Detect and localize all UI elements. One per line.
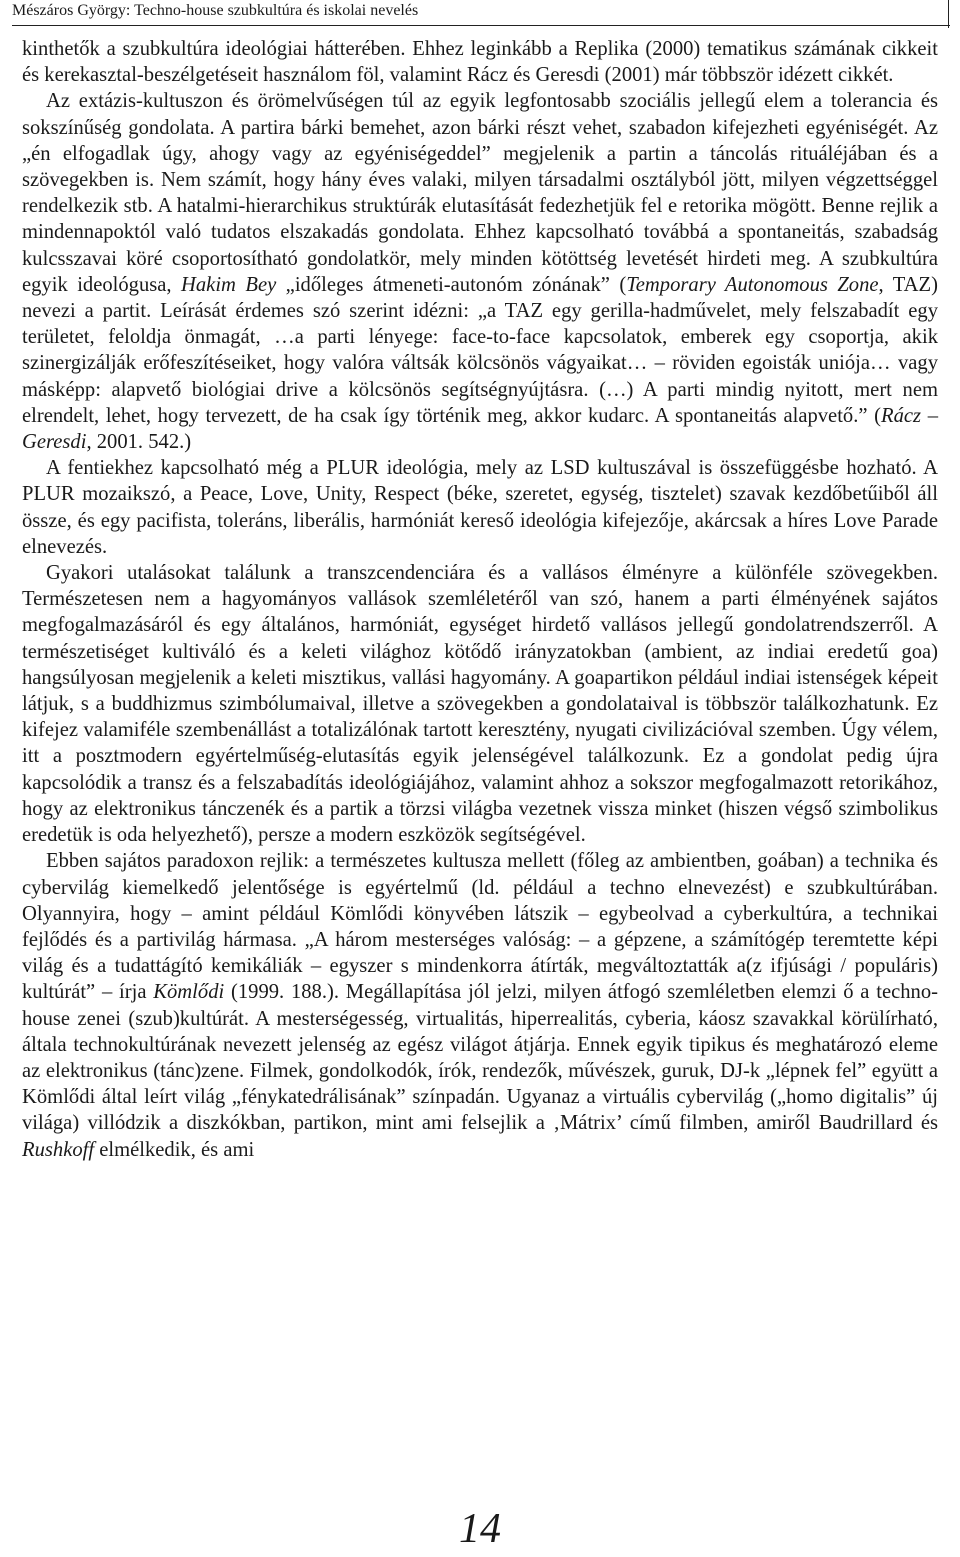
paragraph-4-text-b: (1999. 188.). Megállapítása jól jelzi, milyen átfogó szemléletben elemzi ő a techno-house zenei (szub)kultúrát. A mesterségesség, virtualitás, hiperrealitás, cyberia, káosz szavakkal körülírható, általa technokultúrának nevezett jelenség az egész világot átjárja. Ennek egyik tipikus és meghatározó eleme az elektronikus (tánc)zene. Filmek, gondolkodók, írók, rendezők, művészek, guruk, DJ-k „lépnek fel” együtt a Kömlődi által leírt világ „fénykatedrálisának” színpadán. Ugyanaz a virtuális cybervilág („homo digitalis” új világa) villódzik a diszkókban, partikon, mint ami felsejlik a ‚Mátrix’ című filmben, amiről Baudrillard és: [22, 981, 938, 1135]
paragraph-1-text-b: „időleges átmeneti-autonóm zónának” (: [276, 273, 627, 296]
running-title: Mészáros György: Techno-house szubkultúra és iskolai nevelés: [12, 2, 419, 19]
paragraph-1: [22, 36, 938, 455]
author-name-rushkoff: Rushkoff: [22, 1138, 95, 1161]
paragraph-1-lead: kinthetők a szubkultúra ideológiai hátterében. Ehhez leginkább a Replika (2000) tematikus számának cikkeit és kerekasztal-beszélgetéseit használom föl, valamint Rácz és Geresdi (2001) már többször idézett cikkét.: [22, 38, 938, 87]
citation-author: Kömlődi: [153, 981, 225, 1004]
citation-authors: Rácz – Geresdi: [22, 404, 938, 454]
paragraph-3: Gyakori utalásokat találunk a transzcendenciára és a vallásos élményre a különféle szövegekben. Természetesen nem a hagyományos vallások szemléletéről van szó, hanem a parti élményének sajátos megfogalmazásáról és egy általános, harmóniát, egységet hirdető vallásos jellegű gondolatrendszerről. A természetiséget kultiváló és a keleti világhoz kötődő irányzatokban (ambient, az indiai eredetű goa) hangsúlyosan megjelenik a keleti misztikus, vallási hagyomány. A goapartikon például indiai istenségek képeit látjuk, s a buddhizmus szimbólumaival, illetve a szövegekben a gondolataival is többször találkozhatunk. Ez kifejez valamiféle szembenállást a totalizálónak tartott keresztény, nyugati civilizációval szemben. Úgy vélem, itt a posztmodern egyértelműség-elutasítás egyik jelenségével találkozunk. Ez a gondolat pedig újra kapcsolódik a transz és a felszabadítás ideológiájához, valamint ahhoz a sokszor megfogalmazott retorikához, hogy az elektronikus tánczenék és a partik a törzsi világba vezetnek vissza minket (hiszen végső szimbolikus eredetük is oda helyezhető), persze a modern eszközök segítségével.: [22, 562, 938, 847]
paragraph-2: A fentiekhez kapcsolható még a PLUR ideológia, mely az LSD kultuszával is összefüggésbe hozható. A PLUR mozaikszó, a Peace, Love, Unity, Respect (béke, szeretet, egység, tisztelet) szavak kezdőbetűiből áll össze, és egy pacifista, toleráns, liberális, harmóniát kereső ideológia kifejezője, akárcsak a híres Love Parade elnevezés.: [22, 457, 938, 558]
body-text: [22, 36, 938, 1163]
author-name: Hakim Bey: [181, 273, 277, 296]
english-term: Temporary Autonomous Zone: [626, 273, 879, 296]
paragraph-4-text-a: Ebben sajátos paradoxon rejlik: a természetes kultusza mellett (főleg az ambientben, goában) a technika és cybervilág kiemelkedő jelentősége is egyértelmű (ld. például a techno elnevezést) e szubkultúrában. Olyannyira, hogy – amint például Kömlődi könyvében látszik – egybeolvad a cyberkultúra, a technikai fejlődés és a partivilág hármasa. „A három mesterséges valóság: – a gépzene, a számítógép teremtette képi világ és a tudattágító kemikáliák – egyszer s mindenkorra átírták, megváltoztatták a(z ifjúsági / populáris) kultúrát” – írja: [22, 850, 938, 1004]
header-corner-rule: [948, 0, 949, 28]
page-number: 14: [459, 1506, 501, 1552]
paragraph-1-text-c: , TAZ) nevezi a partit. Leírását érdemes szó szerint idézni: „a TAZ egy gerilla-hadművelet, mely felszabadít egy területet, feloldja önmagát, …a parti lényege: face-to-face kapcsolatok, emberek egy csoportja, akik szinergizálják erőfeszítéseiket, hogy valóra váltsák kölcsönös vágyaikat… – röviden egoisták uniója… vagy másképp: alapvető biológiai drive a kölcsönös segítségnyújtásra. (…) A parti mindig nyitott, mert nem elrendelt, lehet, hogy tervezett, de ha csak így történik meg, akkor kudarc. A spontaneitás alapvető.” (: [22, 273, 938, 427]
running-header: [12, 0, 950, 26]
paragraph-4: [22, 848, 938, 1162]
paragraph-4-text-c: elmélkedik, és ami: [94, 1138, 255, 1161]
paragraph-1-text-a: Az extázis-kultuszon és örömelvűségen túl az egyik legfontosabb szociális jellegű elem a tolerancia és sokszínűség gondolata. A partira bárki bemehet, azon bárki részt vehet, szabadon kifejezheti egyéniségét. Az „én elfogadlak úgy, ahogy vagy az egyéniségeddel” megjelenik a partin a táncolás rituáléjában és a szövegekben is. Nem számít, hogy hány éves valaki, milyen társadalmi osztályból jött, milyen végzettséggel rendelkezik stb. A hatalmi-hierarchikus struktúrák elutasítását fedezhetjük fel e retorika mögött. Benne rejlik a mindennapoktól való tudatos elszakadás gondolata. Ehhez kapcsolható továbbá a spontaneitás, szabadság kulcsszavai köré csoportosítható gondolatkör, mely minden kötöttség levetését hirdeti meg. A szubkultúra egyik ideológusa,: [22, 90, 938, 296]
paragraph-1-text-d: , 2001. 542.): [86, 431, 192, 454]
